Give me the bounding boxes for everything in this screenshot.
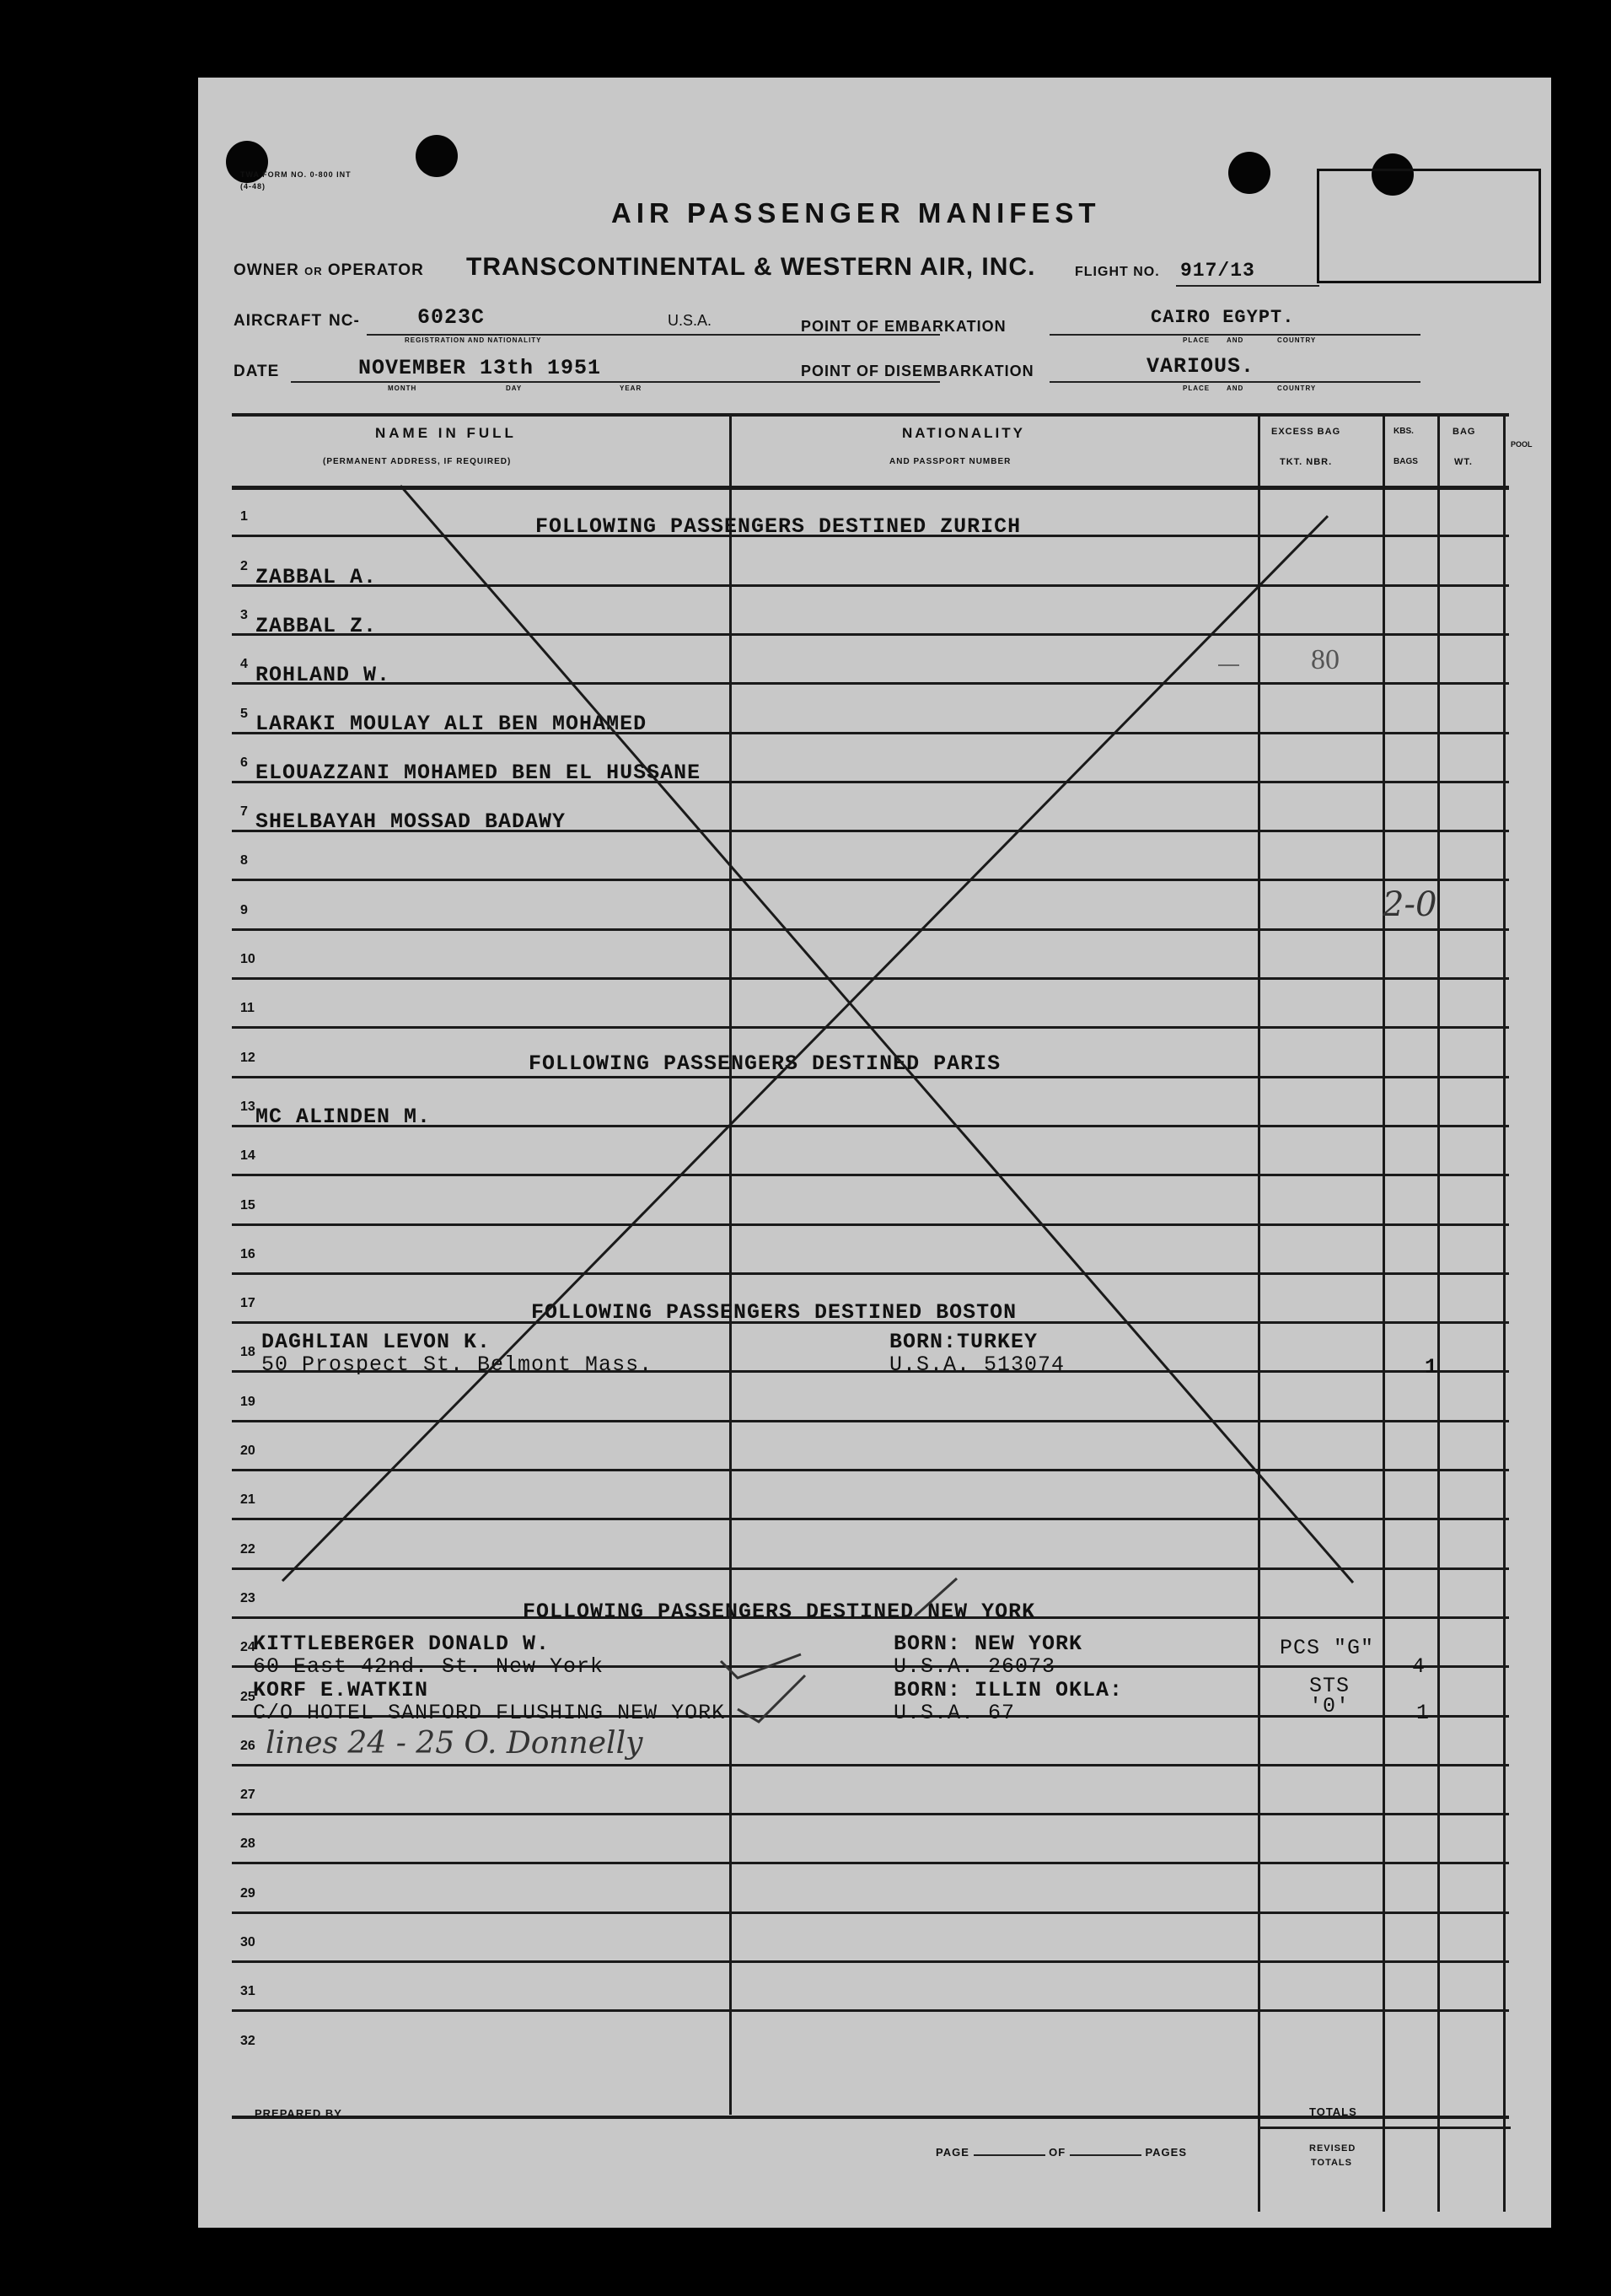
and-caption-1: AND xyxy=(1227,336,1244,344)
and-caption-2: AND xyxy=(1227,384,1244,392)
header-name-sub: (PERMANENT ADDRESS, IF REQUIRED) xyxy=(323,457,512,466)
header-name: NAME IN FULL xyxy=(375,425,517,441)
passenger-18-address: 50 Prospect St. Belmont Mass. xyxy=(261,1352,653,1377)
row-number: 17 xyxy=(240,1296,255,1311)
cancel-stroke-2 xyxy=(282,516,1328,1581)
heading-zurich: FOLLOWING PASSENGERS DESTINED ZURICH xyxy=(535,514,1022,539)
totals-label: TOTALS xyxy=(1309,2105,1357,2118)
row-number: 1 xyxy=(240,509,248,524)
passenger-25-excess-2: '0' xyxy=(1309,1694,1351,1718)
passenger-4: ROHLAND W. xyxy=(255,663,391,687)
row-number: 8 xyxy=(240,853,248,868)
flight-number: 917/13 xyxy=(1180,260,1255,282)
row-number: 12 xyxy=(240,1050,255,1065)
row-number: 13 xyxy=(240,1099,255,1114)
revised-label: REVISED xyxy=(1309,2143,1356,2154)
row-number: 22 xyxy=(240,1541,255,1557)
passenger-25-passport: U.S.A. 67 xyxy=(894,1701,1016,1725)
row-number: 19 xyxy=(240,1394,255,1409)
passenger-24-name: KITTLEBERGER DONALD W. xyxy=(253,1632,550,1656)
passenger-24-bags: 4 xyxy=(1412,1654,1426,1679)
row-number: 15 xyxy=(240,1197,255,1213)
passenger-3: ZABBAL Z. xyxy=(255,614,378,638)
embarkation-label: POINT OF EMBARKATION xyxy=(801,318,1007,335)
heading-paris: FOLLOWING PASSENGERS DESTINED PARIS xyxy=(529,1051,1002,1076)
country-caption-1: COUNTRY xyxy=(1277,336,1317,344)
date-value: NOVEMBER 13th 1951 xyxy=(358,356,602,380)
passenger-25-bags: 1 xyxy=(1416,1701,1431,1725)
form-date: (4-48) xyxy=(240,182,266,191)
year-caption: YEAR xyxy=(620,384,642,392)
passenger-24-address: 60 East 42nd. St. New York xyxy=(253,1654,604,1679)
day-caption: DAY xyxy=(506,384,523,392)
passenger-18-born: BORN:TURKEY xyxy=(889,1330,1039,1354)
header-kbs-sub: BAGS xyxy=(1394,457,1418,466)
header-bag-sub: WT. xyxy=(1454,457,1473,467)
row-number: 29 xyxy=(240,1885,255,1901)
disembarkation-label: POINT OF DISEMBARKATION xyxy=(801,363,1034,379)
operator-name: TRANSCONTINENTAL & WESTERN AIR, INC. xyxy=(466,253,1036,281)
handwritten-2-0: 2-0 xyxy=(1383,885,1437,924)
pages-label: PAGES xyxy=(1145,2146,1188,2159)
passenger-24-passport: U.S.A. 26073 xyxy=(894,1654,1056,1679)
row-number: 18 xyxy=(240,1345,255,1360)
place-caption-2: PLACE xyxy=(1183,384,1211,392)
embarkation-value: CAIRO EGYPT. xyxy=(1151,307,1295,328)
passenger-25-address: C/O HOTEL SANFORD FLUSHING NEW YORK xyxy=(253,1701,726,1725)
owner-label: OWNER OR OPERATOR xyxy=(234,261,424,279)
check-mark-2 xyxy=(738,1675,805,1722)
manifest-sheet xyxy=(198,78,1551,2228)
passenger-25-name: KORF E.WATKIN xyxy=(253,1678,429,1702)
header-nationality-sub: AND PASSPORT NUMBER xyxy=(889,457,1012,466)
row-number: 3 xyxy=(240,607,248,622)
form-number: TWA FORM NO. 0-800 INT xyxy=(240,170,352,179)
row-number: 26 xyxy=(240,1738,255,1753)
row-number: 31 xyxy=(240,1984,255,1999)
aircraft-nationality: U.S.A. xyxy=(668,312,712,329)
revised-totals-label: TOTALS xyxy=(1311,2158,1352,2168)
of-label: OF xyxy=(1049,2146,1066,2159)
header-excess: EXCESS BAG xyxy=(1271,427,1341,437)
row-number: 20 xyxy=(240,1444,255,1458)
passenger-25-born: BORN: ILLIN OKLA: xyxy=(894,1678,1124,1702)
heading-boston: FOLLOWING PASSENGERS DESTINED BOSTON xyxy=(531,1300,1018,1325)
row-number: 9 xyxy=(240,902,248,917)
aircraft-registration: 6023C xyxy=(417,305,486,330)
check-mark-1 xyxy=(721,1654,801,1678)
passenger-24-excess: PCS "G" xyxy=(1280,1636,1375,1660)
row-number: 11 xyxy=(240,1001,255,1016)
passenger-24-born: BORN: NEW YORK xyxy=(894,1632,1083,1656)
row-number: 21 xyxy=(240,1492,255,1508)
passenger-18-passport: U.S.A. 513074 xyxy=(889,1352,1066,1377)
disembarkation-value: VARIOUS. xyxy=(1146,354,1255,379)
cancel-stroke-1 xyxy=(400,486,1353,1583)
header-pool: POOL xyxy=(1511,440,1533,449)
row-number: 5 xyxy=(240,706,248,721)
passenger-7: SHELBAYAH MOSSAD BADAWY xyxy=(255,809,567,834)
row-number: 4 xyxy=(240,657,248,672)
page-title: AIR PASSENGER MANIFEST xyxy=(611,197,1101,229)
country-caption-2: COUNTRY xyxy=(1277,384,1317,392)
row-number: 28 xyxy=(240,1836,255,1852)
header-kbs: KBS. xyxy=(1394,427,1414,436)
aircraft-label: AIRCRAFT xyxy=(234,312,323,330)
row-number: 24 xyxy=(240,1640,255,1655)
passenger-25-excess-1: STS xyxy=(1309,1674,1351,1698)
prepared-by-label: PREPARED BY xyxy=(255,2107,342,2120)
row-number: 25 xyxy=(240,1689,255,1704)
passenger-13: MC ALINDEN M. xyxy=(255,1105,432,1129)
date-label: DATE xyxy=(234,363,280,380)
place-caption-1: PLACE xyxy=(1183,336,1211,344)
registration-caption: REGISTRATION AND NATIONALITY xyxy=(405,336,542,344)
excess-80: 80 xyxy=(1311,644,1340,675)
passenger-18-name: DAGHLIAN LEVON K. xyxy=(261,1330,491,1354)
month-caption: MONTH xyxy=(388,384,417,392)
page-label: PAGE xyxy=(936,2146,969,2159)
row-number: 23 xyxy=(240,1590,255,1605)
passenger-6: ELOUAZZANI MOHAMED BEN EL HUSSANE xyxy=(255,761,701,785)
header-excess-sub: TKT. NBR. xyxy=(1280,457,1333,467)
row-number: 27 xyxy=(240,1788,255,1803)
header-bag: BAG xyxy=(1453,427,1476,437)
header-nationality: NATIONALITY xyxy=(902,425,1026,441)
flight-label: FLIGHT NO. xyxy=(1075,265,1160,279)
passenger-18-bags: 1 xyxy=(1425,1355,1439,1379)
row-number: 10 xyxy=(240,952,255,966)
passenger-5: LARAKI MOULAY ALI BEN MOHAMED xyxy=(255,712,647,736)
check-mark-3 xyxy=(915,1578,957,1616)
passenger-2: ZABBAL A. xyxy=(255,565,378,589)
row-number: 32 xyxy=(240,2033,255,2048)
row-number: 2 xyxy=(240,558,248,573)
aircraft-prefix: NC- xyxy=(329,312,360,330)
row-number: 14 xyxy=(240,1148,255,1164)
row-number: 7 xyxy=(240,804,248,820)
cancellation-mark xyxy=(198,78,1551,2228)
row-number: 30 xyxy=(240,1935,255,1949)
handwritten-note: lines 24 - 25 O. Donnelly xyxy=(266,1726,643,1761)
heading-new-york: FOLLOWING PASSENGERS DESTINED NEW YORK xyxy=(523,1600,1036,1624)
row-number: 16 xyxy=(240,1246,255,1261)
row-number: 6 xyxy=(240,755,248,770)
